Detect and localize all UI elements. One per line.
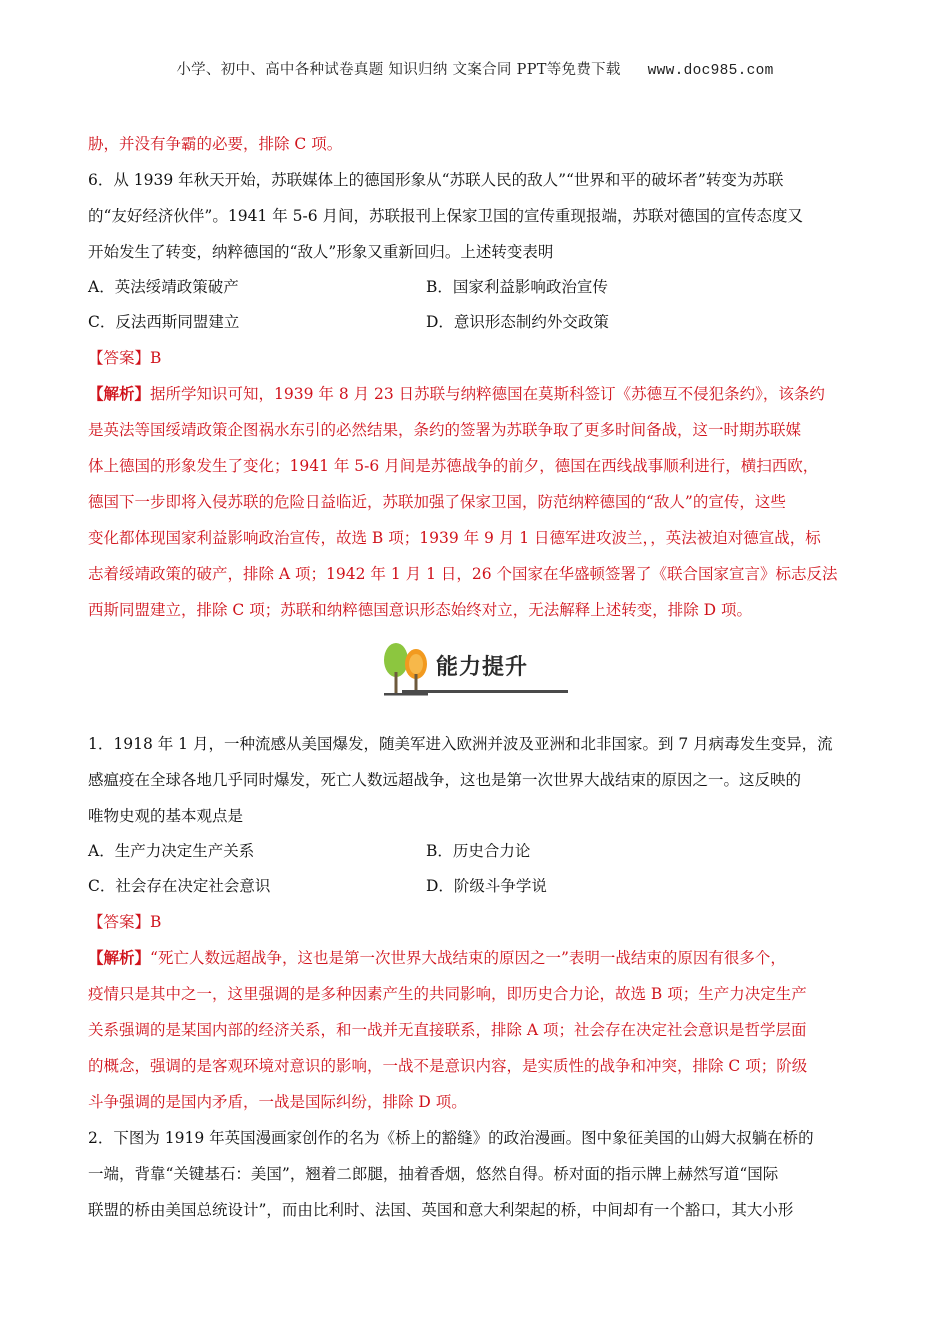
question-6-analysis-line-3: 体上德国的形象发生了变化；1941 年 5-6 月间是苏德战争的前夕，德国在西线战事顺利进行，横扫西欧， xyxy=(88,457,819,475)
option-d: D．阶级斗争学说 xyxy=(426,877,547,895)
question-6-analysis-line-1 xyxy=(88,376,865,412)
question-1-analysis-line-2: 疫情只是其中之一，这里强调的是多种因素产生的共同影响，即历史合力论，故选 B 项；生产力决定生产 xyxy=(88,985,807,1003)
question-1-analysis-line-1 xyxy=(88,940,865,976)
option-d: D．意识形态制约外交政策 xyxy=(426,313,609,331)
question-2-line-3: 联盟的桥由美国总统设计”，而由比利时、法国、英国和意大利架起的桥，中间却有一个豁口，其大小形 xyxy=(88,1201,794,1219)
question-6 xyxy=(88,162,865,628)
question-1-analysis-line-3: 关系强调的是某国内部的经济关系，和一战并无直接联系，排除 A 项；社会存在决定社会意识是哲学层面 xyxy=(88,1021,807,1039)
section-banner xyxy=(88,628,865,712)
question-6-analysis-line-6: 志着绥靖政策的破产，排除 A 项；1942 年 1 月 1 日，26 个国家在华盛顿签署了《联合国家宣言》标志反法 xyxy=(88,565,838,583)
option-b: B．历史合力论 xyxy=(426,842,531,860)
question-1-answer: 【答案】B xyxy=(88,913,162,931)
question-1-options-row-1 xyxy=(88,834,865,869)
option-c: C．社会存在决定社会意识 xyxy=(88,877,271,895)
analysis-text: “死亡人数远超战争，这也是第一次世界大战结束的原因之一”表明一战结束的原因有很多个， xyxy=(150,949,786,967)
question-2 xyxy=(88,1120,865,1228)
question-1-analysis-line-5: 斗争强调的是国内矛盾，一战是国际纠纷，排除 D 项。 xyxy=(88,1093,467,1111)
header-site[interactable]: www.doc985.com xyxy=(647,63,774,79)
option-a: A．生产力决定生产关系 xyxy=(88,842,255,860)
option-a: A．英法绥靖政策破产 xyxy=(88,278,239,296)
page-header xyxy=(0,58,950,79)
section-title: 能力提升 xyxy=(436,655,529,680)
analysis-text: 据所学知识可知，1939 年 8 月 23 日苏联与纳粹德国在莫斯科签订《苏德互不侵犯条约》，该条约 xyxy=(150,385,825,403)
question-1-line-3: 唯物史观的基本观点是 xyxy=(88,807,244,825)
section-rule xyxy=(402,690,568,693)
question-1-line-1: 1．1918 年 1 月，一种流感从美国爆发，随美军进入欧洲并波及亚洲和北非国家。到 7 月病毒发生变异，流 xyxy=(88,735,833,753)
question-6-line-2: 的“友好经济伙伴”。1941 年 5-6 月间，苏联报刊上保家卫国的宣传重现报端，苏联对德国的宣传态度又 xyxy=(88,207,804,225)
question-6-line-3: 开始发生了转变，纳粹德国的“敌人”形象又重新回归。上述转变表明 xyxy=(88,243,554,261)
document-body xyxy=(88,126,865,1228)
prev-analysis-tail: 胁，并没有争霸的必要，排除 C 项。 xyxy=(88,135,343,153)
question-6-analysis-line-7: 西斯同盟建立，排除 C 项；苏联和纳粹德国意识形态始终对立，无法解释上述转变，排除 D 项。 xyxy=(88,601,752,619)
trees-icon xyxy=(378,638,434,698)
analysis-label: 【解析】 xyxy=(88,384,151,403)
question-1-line-2: 感瘟疫在全球各地几乎同时爆发，死亡人数远超战争，这也是第一次世界大战结束的原因之一。这反映的 xyxy=(88,771,802,789)
question-6-line-1: 6．从 1939 年秋天开始，苏联媒体上的德国形象从“苏联人民的敌人”“世界和平的破坏者”转变为苏联 xyxy=(88,171,784,189)
question-6-analysis-line-5: 变化都体现国家利益影响政治宣传，故选 B 项；1939 年 9 月 1 日德军进攻波兰，，英法被迫对德宣战，标 xyxy=(88,529,821,547)
question-1 xyxy=(88,726,865,1120)
question-1-options-row-2 xyxy=(88,869,865,904)
question-6-answer: 【答案】B xyxy=(88,349,162,367)
analysis-label: 【解析】 xyxy=(88,948,151,967)
question-2-line-2: 一端，背靠“关键基石：美国”，翘着二郎腿，抽着香烟，悠然自得。桥对面的指示牌上赫然写道“国际 xyxy=(88,1165,779,1183)
question-6-analysis-line-2: 是英法等国绥靖政策企图祸水东引的必然结果，条约的签署为苏联争取了更多时间备战，这一时期苏联媒 xyxy=(88,421,802,439)
header-text: 小学、初中、高中各种试卷真题 知识归纳 文案合同 PPT等免费下载 xyxy=(176,62,621,78)
option-c: C．反法西斯同盟建立 xyxy=(88,313,240,331)
question-2-line-1: 2．下图为 1919 年英国漫画家创作的名为《桥上的豁缝》的政治漫画。图中象征美国的山姆大叔躺在桥的 xyxy=(88,1129,814,1147)
question-1-analysis-line-4: 的概念，强调的是客观环境对意识的影响，一战不是意识内容，是实质性的战争和冲突，排除 C 项；阶级 xyxy=(88,1057,808,1075)
option-b: B．国家利益影响政治宣传 xyxy=(426,278,608,296)
question-6-options-row-2 xyxy=(88,305,865,340)
question-6-analysis-line-4: 德国下一步即将入侵苏联的危险日益临近，苏联加强了保家卫国，防范纳粹德国的“敌人”的宣传，这些 xyxy=(88,493,786,511)
question-6-options-row-1 xyxy=(88,270,865,305)
